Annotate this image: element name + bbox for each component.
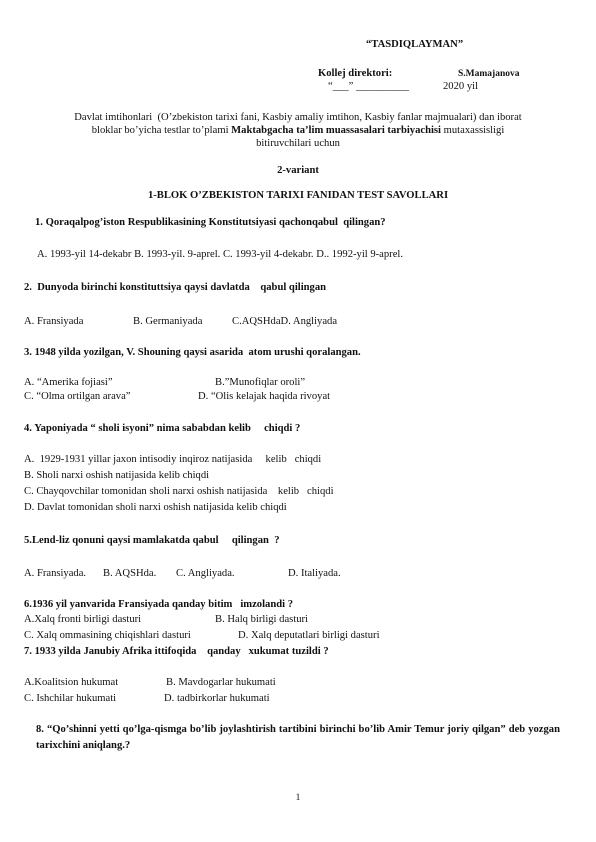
question-6-answer-a: A.Xalq fronti birligi dasturi	[24, 614, 142, 625]
question-6: 6.1936 yil yanvarida Fransiyada qanday bitim imzolandi ?	[24, 599, 294, 610]
question-5: 5.Lend-liz qonuni qaysi mamlakatda qabul qilingan ?	[24, 535, 280, 546]
question-3-answer-d: D. “Olis kelajak haqida rivoyat	[198, 391, 331, 402]
question-4-answer-a: A. 1929-1931 yillar jaxon intisodiy inqiroz natijasida kelib chiqdi	[24, 454, 322, 465]
director-label: Kollej direktori:	[318, 68, 393, 79]
variant-label: 2-variant	[277, 165, 319, 176]
question-7: 7. 1933 yilda Janubiy Afrika ittifoqida qanday xukumat tuzildi ?	[24, 646, 329, 657]
question-3-answer-a: A. “Amerika fojiasi”	[24, 377, 113, 388]
question-2-answer-a: A. Fransiyada	[24, 316, 84, 327]
intro-line-1: Davlat imtihonlari (O’zbekiston tarixi fani, Kasbiy amaliy imtihon, Kasbiy fanlar majmualari) dan iborat	[74, 112, 522, 123]
intro-line-2-pre: bloklar bo’yicha testlar to’plami	[91, 125, 232, 136]
question-6-answer-d: D. Xalq deputatlari birligi dasturi	[238, 630, 380, 641]
question-1-answers: A. 1993-yil 14-dekabr B. 1993-yil. 9-aprel. C. 1993-yil 4-dekabr. D.. 1992-yil 9-aprel.	[37, 249, 403, 260]
question-4-answer-d: D. Davlat tomonidan sholi narxi oshish natijasida kelib chiqdi	[24, 502, 287, 513]
question-5-answer-a: A. Fransiyada.	[24, 568, 87, 579]
question-8: 8. “Qo’shinni yetti qo’lga-qismga bo’lib joylashtirish tartibini birinchi bo’lib Amir Temur joriy qilgan” deb yozgan tarixchini aniqlang.?	[36, 724, 560, 751]
approval-heading: “TASDIQLAYMAN”	[366, 39, 464, 50]
question-5-answer-b: B. AQSHda.	[103, 568, 157, 579]
question-6-answer-b: B. Halq birligi dasturi	[215, 614, 308, 625]
question-2-answer-cd: C.AQSHdaD. Angliyada	[232, 316, 338, 327]
question-5-answer-d: D. Italiyada.	[288, 568, 341, 579]
question-4-answer-b: B. Sholi narxi oshish natijasida kelib chiqdi	[24, 470, 210, 481]
question-7-answer-a: A.Koalitsion hukumat	[24, 677, 119, 688]
question-3-answer-c: C. “Olma ortilgan arava”	[24, 391, 131, 402]
question-7-answer-d: D. tadbirkorlar hukumati	[164, 693, 270, 704]
question-2: 2. Dunyoda birinchi konstituttsiya qaysi davlatda qabul qilingan	[24, 282, 327, 293]
year: 2020 yil	[443, 81, 479, 92]
question-7-answer-c: C. Ishchilar hukumati	[24, 693, 117, 704]
question-4: 4. Yaponiyada “ sholi isyoni” nima sababdan kelib chiqdi ?	[24, 423, 301, 434]
question-6-answer-c: C. Xalq ommasining chiqishlari dasturi	[24, 630, 191, 641]
date-line: “___” __________	[328, 81, 409, 92]
block-title: 1-BLOK O’ZBEKISTON TARIXI FANIDAN TEST SAVOLLARI	[147, 190, 449, 201]
page-number: 1	[295, 793, 301, 803]
question-4-answer-c: C. Chayqovchilar tomonidan sholi narxi oshish natijasida kelib chiqdi	[24, 486, 334, 497]
intro-line-3: bitiruvchilari uchun	[256, 138, 340, 149]
question-3-answer-b: B.”Munofiqlar oroli”	[215, 377, 306, 388]
question-2-answer-b: B. Germaniyada	[133, 316, 203, 327]
director-name: S.Mamajanova	[458, 69, 520, 79]
question-3: 3. 1948 yilda yozilgan, V. Shouning qaysi asarida atom urushi qoralangan.	[24, 347, 361, 358]
intro-specialty: Maktabgacha ta’lim muassasalari tarbiyachisi	[231, 125, 441, 136]
intro-line-2	[0, 124, 596, 137]
intro-line-2-post: mutaxassisligi	[441, 125, 505, 136]
question-5-answer-c: C. Angliyada.	[176, 568, 235, 579]
question-1: 1. Qoraqalpog’iston Respublikasining Konstitutsiyasi qachonqabul qilingan?	[35, 217, 386, 228]
question-7-answer-b: B. Mavdogarlar hukumati	[166, 677, 276, 688]
